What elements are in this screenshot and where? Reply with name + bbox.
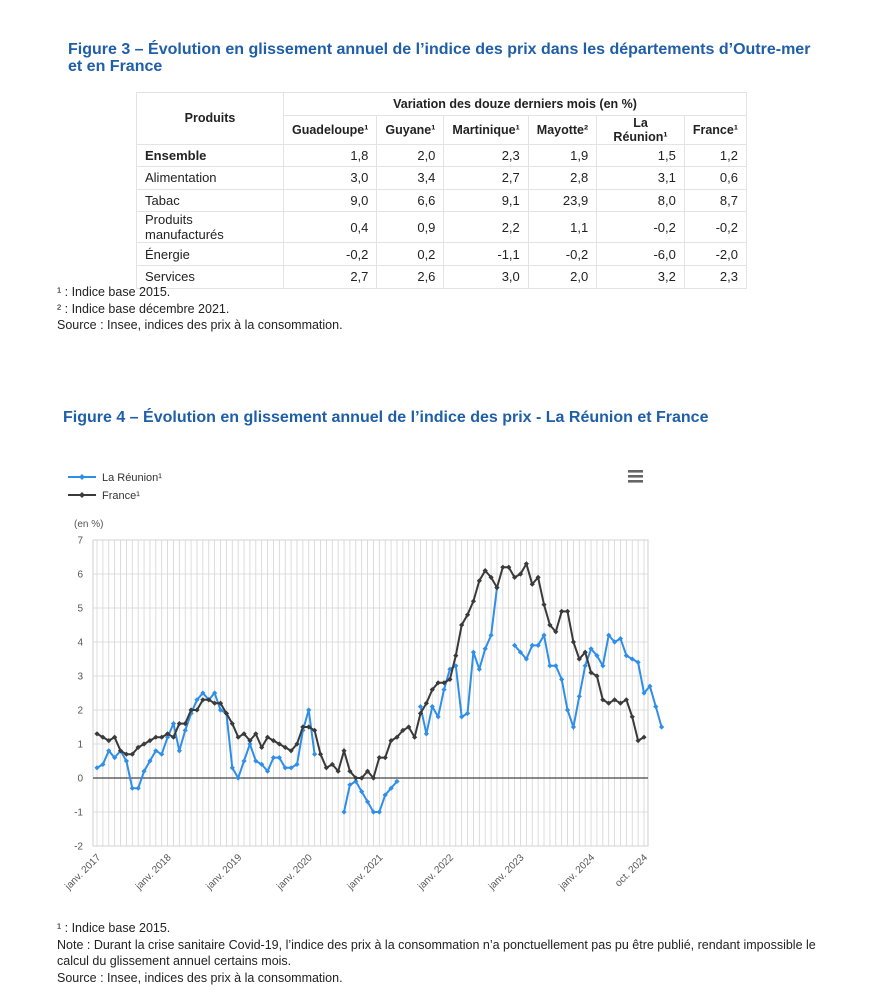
table-cell: 2,8: [528, 167, 596, 190]
row-label: Ensemble: [137, 144, 284, 167]
x-tick-label: janv. 2021: [345, 852, 386, 893]
data-point: [565, 609, 570, 614]
hamburger-menu-icon: [628, 470, 643, 483]
figure-4-title: Figure 4 – Évolution en glissement annuel de l’indice des prix - La Réunion et France: [63, 409, 709, 426]
table-cell: -0,2: [284, 243, 377, 266]
data-point: [583, 663, 588, 668]
data-point: [383, 755, 388, 760]
data-point: [471, 650, 476, 655]
column-header: Martinique¹: [444, 115, 528, 144]
table-cell: 3,0: [284, 167, 377, 190]
table-row: [137, 212, 747, 243]
y-tick-label: 1: [77, 739, 83, 751]
table-cell: 9,1: [444, 189, 528, 212]
row-label: Énergie: [137, 243, 284, 266]
data-point: [565, 707, 570, 712]
row-label: Alimentation: [137, 167, 284, 190]
table-cell: -1,1: [444, 243, 528, 266]
column-header: Guyane¹: [377, 115, 444, 144]
table-cell: -0,2: [528, 243, 596, 266]
table-cell: 3,4: [377, 167, 444, 190]
data-point: [653, 704, 658, 709]
data-point: [306, 707, 311, 712]
header-group: Variation des douze derniers mois (en %): [284, 93, 747, 116]
table-cell: 3,2: [597, 265, 685, 288]
x-tick-label: janv. 2022: [416, 852, 457, 893]
data-point: [571, 639, 576, 644]
table-cell: -0,2: [597, 212, 685, 243]
table-cell: 0,9: [377, 212, 444, 243]
price-variation-table: [136, 92, 747, 289]
table-cell: 1,1: [528, 212, 596, 243]
series-france: [94, 561, 646, 780]
header-products: Produits: [137, 93, 284, 145]
table-cell: 8,0: [597, 189, 685, 212]
table-cell: 1,8: [284, 144, 377, 167]
column-header: Mayotte²: [528, 115, 596, 144]
data-point: [341, 809, 346, 814]
table-cell: -2,0: [684, 243, 746, 266]
column-header: Guadeloupe¹: [284, 115, 377, 144]
data-point: [659, 724, 664, 729]
table-row: [137, 144, 747, 167]
y-tick-label: 0: [77, 773, 83, 785]
table-cell: 23,9: [528, 189, 596, 212]
note-base-2015: ¹ : Indice base 2015.: [57, 285, 171, 299]
y-tick-label: 2: [77, 705, 83, 717]
y-tick-label: -2: [74, 841, 83, 853]
table-cell: 1,2: [684, 144, 746, 167]
series-line: [344, 781, 397, 812]
row-label: Produits manufacturés: [137, 212, 284, 243]
y-tick-label: -1: [74, 807, 83, 819]
data-point: [341, 748, 346, 753]
table-cell: 9,0: [284, 189, 377, 212]
y-tick-label: 3: [77, 671, 83, 683]
table-cell: 8,7: [684, 189, 746, 212]
note-source: Source : Insee, indices des prix à la consommation.: [57, 318, 343, 332]
table-cell: 6,6: [377, 189, 444, 212]
table-cell: 2,3: [444, 144, 528, 167]
table-cell: 1,9: [528, 144, 596, 167]
data-point: [136, 786, 141, 791]
data-point: [559, 609, 564, 614]
y-tick-label: 5: [77, 603, 83, 615]
figure-4-notes: [57, 920, 847, 986]
legend-marker: [79, 474, 85, 480]
table-cell: 3,0: [444, 265, 528, 288]
data-point: [177, 748, 182, 753]
series-line: [97, 693, 315, 788]
table-cell: 0,2: [377, 243, 444, 266]
legend-marker: [79, 492, 85, 498]
data-point: [547, 663, 552, 668]
data-point: [377, 809, 382, 814]
data-point: [312, 752, 317, 757]
data-point: [130, 786, 135, 791]
table-cell: -0,2: [684, 212, 746, 243]
legend-label: France¹: [102, 490, 140, 502]
note-source: Source : Insee, indices des prix à la consommation.: [57, 970, 343, 985]
data-point: [577, 694, 582, 699]
table-row: [137, 167, 747, 190]
note-base-2021: ² : Indice base décembre 2021.: [57, 301, 230, 316]
note-base-2015: ¹ : Indice base 2015.: [57, 921, 171, 935]
row-label: Tabac: [137, 189, 284, 212]
x-tick-label: oct. 2024: [613, 852, 651, 890]
table-row: [137, 243, 747, 266]
table-cell: 2,2: [444, 212, 528, 243]
data-point: [453, 653, 458, 658]
table-cell: 2,6: [377, 265, 444, 288]
data-point: [541, 602, 546, 607]
data-point: [241, 758, 246, 763]
x-tick-label: janv. 2017: [63, 852, 104, 893]
x-tick-label: janv. 2019: [204, 852, 245, 893]
y-axis-label: (en %): [74, 519, 104, 530]
data-point: [477, 667, 482, 672]
line-chart: [0, 455, 882, 915]
x-tick-label: janv. 2020: [274, 852, 315, 893]
table-cell: 0,6: [684, 167, 746, 190]
data-point: [377, 755, 382, 760]
x-tick-label: janv. 2018: [133, 852, 174, 893]
table-cell: -6,0: [597, 243, 685, 266]
x-tick-label: janv. 2023: [486, 852, 527, 893]
table-body: [137, 144, 747, 288]
series-line: [515, 635, 662, 727]
row-label: Services: [137, 265, 284, 288]
table-cell: 2,0: [377, 144, 444, 167]
table-cell: 2,3: [684, 265, 746, 288]
data-point: [424, 731, 429, 736]
figure-3-notes: [57, 284, 343, 334]
data-point: [500, 565, 505, 570]
y-tick-label: 4: [77, 637, 83, 649]
x-tick-label: janv. 2024: [557, 852, 598, 893]
data-point: [441, 687, 446, 692]
table-cell: 2,0: [528, 265, 596, 288]
table-cell: 3,1: [597, 167, 685, 190]
column-header: La Réunion¹: [597, 115, 685, 144]
data-point: [183, 728, 188, 733]
note-covid: Note : Durant la crise sanitaire Covid-19, l’indice des prix à la consommation n’a ponctuellement pas pu être publié, rendant impossible le calcul du glissement annuel certains mois.: [57, 937, 816, 968]
figure-3-title: Figure 3 – Évolution en glissement annuel de l’indice des prix dans les départements d’Outre-mer et en France: [68, 41, 811, 75]
column-header: France¹: [684, 115, 746, 144]
y-tick-label: 6: [77, 569, 83, 581]
table-cell: 2,7: [284, 265, 377, 288]
data-point: [571, 724, 576, 729]
table-cell: 2,7: [444, 167, 528, 190]
table-cell: 1,5: [597, 144, 685, 167]
table-cell: 0,4: [284, 212, 377, 243]
legend-label: La Réunion¹: [102, 472, 162, 484]
data-point: [630, 714, 635, 719]
y-tick-label: 7: [77, 535, 83, 547]
table-row: [137, 189, 747, 212]
